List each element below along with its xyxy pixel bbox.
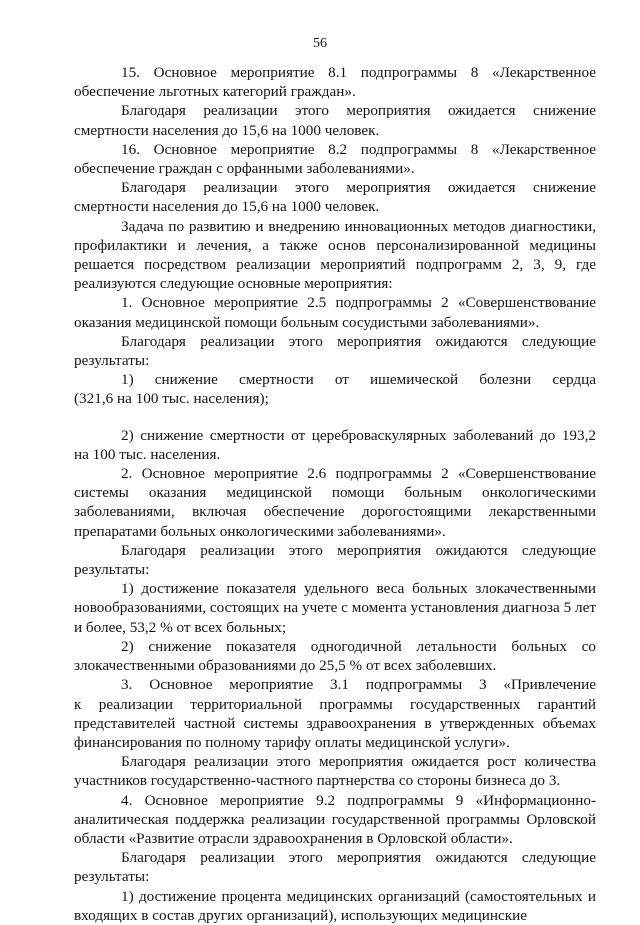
text-line: решается посредством реализации мероприятий подпрограмм 2, 3, 9, где bbox=[74, 256, 596, 274]
text-line: профилактики и лечения, а также основ персонализированной медицины bbox=[74, 236, 596, 254]
paragraph bbox=[74, 101, 596, 139]
text-line: Задача по развитию и внедрению инновационных методов диагностики, bbox=[121, 217, 596, 235]
text-line: результаты: bbox=[74, 561, 150, 579]
text-line: 15. Основное мероприятие 8.1 подпрограммы 8 «Лекарственное bbox=[121, 64, 596, 81]
paragraph bbox=[74, 752, 596, 790]
text-line: Благодаря реализации этого мероприятия ожидается снижение bbox=[121, 102, 596, 120]
text-line: аналитическая поддержка реализации государственной программы Орловской bbox=[74, 810, 596, 828]
paragraph bbox=[74, 293, 596, 331]
text-line: 1) достижение процента медицинских организаций (самостоятельных и bbox=[121, 887, 596, 905]
text-line: области «Развитие отрасли здравоохранения в Орловской области». bbox=[74, 829, 513, 847]
paragraph bbox=[74, 332, 596, 370]
text-line: результаты: bbox=[74, 352, 150, 370]
text-line: финансирования по полному тарифу оплаты медицинской услуги». bbox=[74, 733, 510, 751]
text-line: обеспечение граждан с орфанными заболеваниями». bbox=[74, 160, 415, 178]
text-line: Благодаря реализации этого мероприятия ожидается рост количества bbox=[121, 753, 596, 771]
text-line: 16. Основное мероприятие 8.2 подпрограммы 8 «Лекарственное bbox=[121, 140, 596, 158]
text-line: представителей частной системы здравоохранения в утвержденных объемах bbox=[74, 714, 596, 732]
text-line: на 100 тыс. населения. bbox=[74, 445, 221, 463]
text-line: и более, 53,2 % от всех больных; bbox=[74, 618, 287, 636]
text-line: 2) снижение смертности от цереброваскулярных заболеваний до 193,2 bbox=[121, 426, 596, 444]
text-line: Благодаря реализации этого мероприятия ожидаются следующие bbox=[121, 849, 596, 867]
text-line: 1) снижение смертности от ишемической болезни сердца bbox=[121, 371, 596, 389]
text-line: злокачественными образованиями до 25,5 % от всех заболевших. bbox=[74, 657, 497, 675]
paragraph bbox=[74, 217, 596, 294]
text-line: входящих в состав других организаций), использующих медицинские bbox=[74, 906, 527, 924]
paragraph bbox=[74, 637, 596, 675]
text-line: Благодаря реализации этого мероприятия ожидаются следующие bbox=[121, 541, 596, 559]
paragraph bbox=[74, 887, 596, 925]
text-line: 1) достижение показателя удельного веса больных злокачественными bbox=[121, 580, 596, 598]
paragraph-gap bbox=[74, 409, 596, 426]
paragraph bbox=[74, 178, 596, 216]
text-line: смертности населения до 15,6 на 1000 человек. bbox=[74, 121, 380, 139]
paragraph bbox=[74, 464, 596, 541]
text-line: к реализации территориальной программы государственных гарантий bbox=[74, 695, 596, 713]
text-line: Благодаря реализации этого мероприятия ожидается снижение bbox=[121, 179, 596, 197]
text-line: 2. Основное мероприятие 2.6 подпрограммы 2 «Совершенствование bbox=[121, 465, 596, 483]
text-line: участников государственно-частного партнерства со стороны бизнеса до 3. bbox=[74, 772, 561, 790]
paragraph bbox=[74, 675, 596, 752]
paragraph bbox=[74, 426, 596, 464]
page-number: 56 bbox=[313, 36, 327, 51]
text-line: 4. Основное мероприятие 9.2 подпрограммы 9 «Информационно- bbox=[121, 791, 596, 809]
text-line: препаратами больных онкологическими заболеваниями». bbox=[74, 522, 446, 540]
text-line: 1. Основное мероприятие 2.5 подпрограммы 2 «Совершенствование bbox=[121, 294, 596, 312]
text-line: обеспечение льготных категорий граждан». bbox=[74, 83, 356, 101]
text-line: реализуются следующие основные мероприятия: bbox=[74, 275, 393, 293]
text-line: смертности населения до 15,6 на 1000 человек. bbox=[74, 198, 380, 216]
text-line: заболеваниями, включая обеспечение дорогостоящими лекарственными bbox=[74, 503, 596, 521]
text-line: Благодаря реализации этого мероприятия ожидаются следующие bbox=[121, 332, 596, 350]
text-line: (321,6 на 100 тыс. населения); bbox=[74, 390, 269, 408]
paragraph bbox=[74, 63, 596, 101]
paragraph bbox=[74, 848, 596, 886]
body-text bbox=[74, 63, 596, 925]
text-line: системы оказания медицинской помощи больным онкологическими bbox=[74, 484, 596, 502]
paragraph bbox=[74, 579, 596, 637]
text-line: 2) снижение показателя одногодичной летальности больных со bbox=[121, 637, 596, 655]
paragraph bbox=[74, 791, 596, 849]
text-line: новообразованиями, состоящих на учете с момента установления диагноза 5 лет bbox=[74, 599, 596, 617]
paragraph bbox=[74, 370, 596, 408]
paragraph bbox=[74, 140, 596, 178]
text-line: результаты: bbox=[74, 868, 150, 886]
paragraph bbox=[74, 541, 596, 579]
text-line: оказания медицинской помощи больным сосудистыми заболеваниями». bbox=[74, 313, 540, 331]
text-line: 3. Основное мероприятие 3.1 подпрограммы 3 «Привлечение bbox=[121, 676, 596, 694]
